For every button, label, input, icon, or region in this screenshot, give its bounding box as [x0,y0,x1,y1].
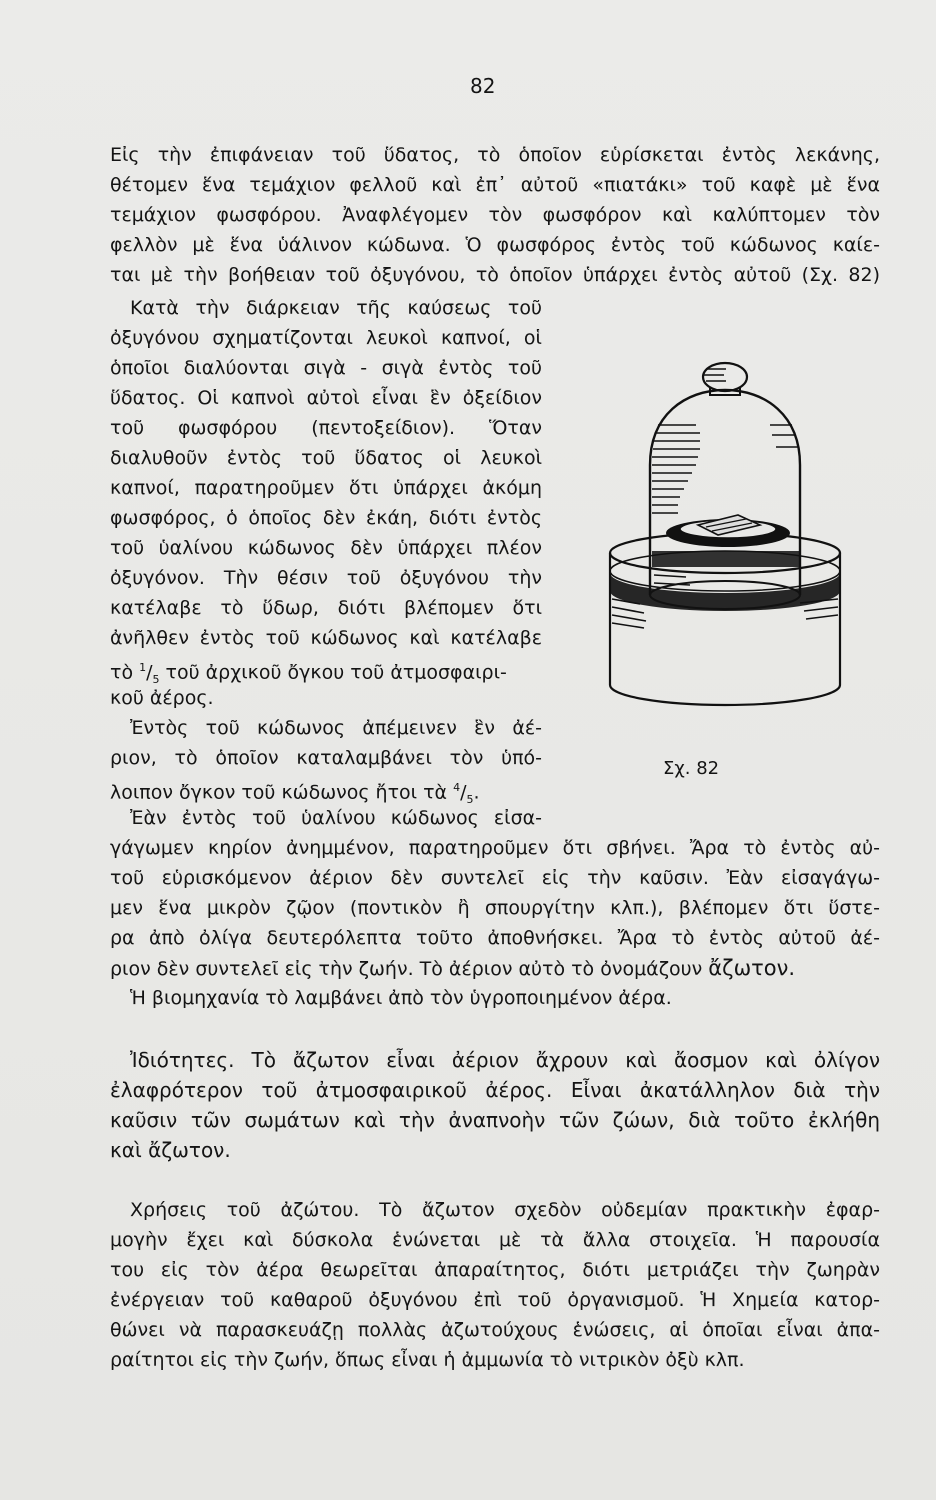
text-line: ὀξυγόνον. Τὴν θέσιν τοῦ ὀξυγόνου τὴν [110,567,542,589]
text-line: θέτομεν ἕνα τεμάχιον φελλοῦ καὶ ἐπ᾽ αὐτοῦ «πιατάκι» τοῦ καφὲ μὲ ἕνα [110,174,880,196]
fraction-numerator: 1 [139,661,147,674]
figure-caption: Σχ. 82 [663,758,720,779]
text-line: γάγωμεν κηρίον ἀνημμένον, παρατηροῦμεν ὅτι σβήνει. Ἄρα τὸ ἐντὸς αὐ- [110,837,880,859]
text-fragment: λοιπον ὄγκον τοῦ κώδωνος ἤτοι τὰ [110,781,454,804]
text-line: τοῦ εὑρισκόμενον ἀέριον δὲν συντελεῖ εἰς τὴν καῦσιν. Ἐὰν εἰσαγάγω- [110,867,880,889]
text-line: ἀνῆλθεν ἐντὸς τοῦ κώδωνος καὶ κατέλαβε [110,627,542,649]
text-line: του εἰς τὸν ἀέρα θεωρεῖται ἀπαραίτητος, διότι μετριάζει τὴν ζωηρὰν [110,1259,880,1281]
text-line: ραίτητοι εἰς τὴν ζωήν, ὅπως εἶναι ἡ ἀμμωνία τὸ νιτρικὸν ὀξὺ κλπ. [110,1349,745,1371]
bell-jar-figure [600,355,850,725]
fraction-line: τὸ $^1/_5$ τοῦ ἀρχικοῦ ὄγκου τοῦ ἀτμοσφαιρι- [110,661,507,687]
text-fragment: τὸ [110,661,140,684]
text-line: καῦσιν τῶν σωμάτων καὶ τὴν ἀναπνοὴν τῶν ζώων, διὰ τοῦτο ἐκλήθη [110,1108,880,1132]
text-fragment: . [473,781,480,804]
page-number: 82 [470,74,496,98]
text-line: τοῦ φωσφόρου (πεντοξείδιον). Ὅταν [110,417,542,439]
text-line: τεμάχιον φωσφόρου. Ἀναφλέγομεν τὸν φωσφόρον καὶ καλύπτομεν τὸν [110,204,880,226]
text-line: Ἐντὸς τοῦ κώδωνος ἀπέμεινεν ἓν ἀέ- [130,717,542,739]
text-line: ὁποῖοι διαλύονται σιγὰ - σιγὰ ἐντὸς τοῦ [110,357,542,379]
text-fragment: ριον δὲν συντελεῖ εἰς τὴν ζωήν. Τὸ ἀέριον αὐτὸ τὸ ὀνομάζουν [110,958,709,980]
text-line: θώνει νὰ παρασκευάζῃ πολλὰς ἀζωτούχους ἑνώσεις, αἱ ὁποῖαι εἶναι ἀπα- [110,1319,880,1341]
text-line: ἐλαφρότερον τοῦ ἀτμοσφαιρικοῦ ἀέρος. Εἶναι ἀκατάλληλον διὰ τὴν [110,1078,880,1102]
fraction-denominator: 5 [466,793,474,807]
fraction-numerator: 4 [453,781,461,794]
text-fragment: τοῦ ἀρχικοῦ ὄγκου τοῦ ἀτμοσφαιρι- [159,661,507,684]
text-line: διαλυθοῦν ἐντὸς τοῦ ὕδατος οἱ λευκοὶ [110,447,542,469]
text-line: ται μὲ τὴν βοήθειαν τοῦ ὀξυγόνου, τὸ ὁποῖον ὑπάρχει ἐντὸς αὐτοῦ (Σχ. 82) [110,264,880,286]
text-line: ρα ἀπὸ ὀλίγα δευτερόλεπτα τοῦτο ἀποθνήσκει. Ἄρα τὸ ἐντὸς αὐτοῦ ἀέ- [110,927,880,949]
text-line: ὕδατος. Οἱ καπνοὶ αὐτοὶ εἶναι ἓν ὀξείδιον [110,387,542,409]
text-line: Κατὰ τὴν διάρκειαν τῆς καύσεως τοῦ [130,297,542,319]
text-line [110,953,880,984]
text-line: καὶ ἄζωτον. [110,1138,231,1162]
text-line: κατέλαβε τὸ ὕδωρ, διότι βλέπομεν ὅτι [110,597,542,619]
text-line: φελλὸν μὲ ἕνα ὑάλινον κώδωνα. Ὁ φωσφόρος ἐντὸς τοῦ κώδωνος καίε- [110,234,880,256]
fraction-line: λοιπον ὄγκον τοῦ κώδωνος ἤτοι τὰ $^4/_5$. [110,781,480,807]
text-line: Ἡ βιομηχανία τὸ λαμβάνει ἀπὸ τὸν ὑγροποιημένον ἀέρα. [130,987,672,1009]
text-line: Εἰς τὴν ἐπιφάνειαν τοῦ ὕδατος, τὸ ὁποῖον εὑρίσκεται ἐντὸς λεκάνης, [110,144,880,166]
text-line: ριον, τὸ ὁποῖον καταλαμβάνει τὸν ὑπό- [110,747,542,769]
text-line: κοῦ ἀέρος. [110,687,214,709]
text-line: καπνοί, παρατηροῦμεν ὅτι ὑπάρχει ἀκόμη [110,477,542,499]
term-azoton: ἄζωτον. [708,956,796,980]
text-line: Ἐὰν ἐντὸς τοῦ ὑαλίνου κώδωνος εἰσα- [130,807,542,829]
text-line: Ἰδιότητες. Τὸ ἄζωτον εἶναι ἀέριον ἄχρουν καὶ ἄοσμον καὶ ὀλίγον [130,1048,880,1072]
text-line: ὀξυγόνου σχηματίζονται λευκοὶ καπνοί, οἱ [110,327,542,349]
text-line: Χρήσεις τοῦ ἀζώτου. Τὸ ἄζωτον σχεδὸν οὐδεμίαν πρακτικὴν ἐφαρ- [130,1199,880,1221]
text-line: μεν ἕνα μικρὸν ζῷον (ποντικὸν ἢ σπουργίτην κλπ.), βλέπομεν ὅτι ὕστε- [110,897,880,919]
text-line: φωσφόρος, ὁ ὁποῖος δὲν ἐκάη, διότι ἐντὸς [110,507,542,529]
text-line: ἐνέργειαν τοῦ καθαροῦ ὀξυγόνου ἐπὶ τοῦ ὀργανισμοῦ. Ἡ Χημεία κατορ- [110,1289,880,1311]
text-line: τοῦ ὑαλίνου κώδωνος δὲν ὑπάρχει πλέον [110,537,542,559]
text-line: μογὴν ἔχει καὶ δύσκολα ἑνώνεται μὲ τὰ ἄλλα στοιχεῖα. Ἡ παρουσία [110,1229,880,1251]
fraction-denominator: 5 [152,673,160,687]
